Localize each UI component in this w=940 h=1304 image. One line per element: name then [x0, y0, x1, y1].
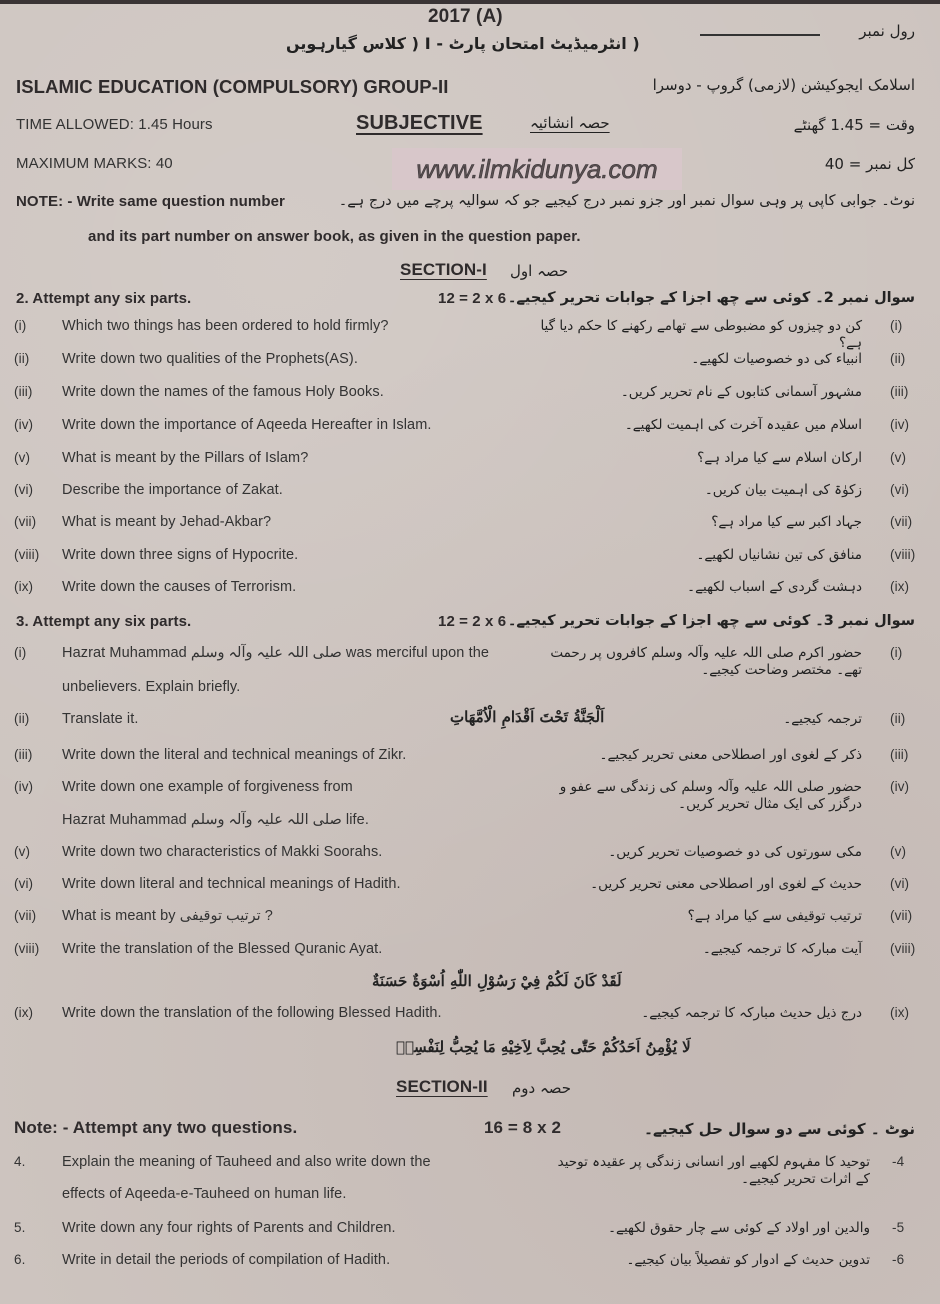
- question-text-continued: effects of Aqeeda-e-Tauheed on human life.: [62, 1186, 347, 1202]
- part-question-continued: unbelievers. Explain briefly.: [62, 679, 241, 695]
- section-2-marks: 16 = 8 x 2: [484, 1118, 562, 1137]
- part-number-urdu: (ii): [890, 351, 906, 366]
- part-question: Write down three signs of Hypocrite.: [62, 547, 299, 563]
- subject-title-urdu: اسلامک ایجوکیشن (لازمی) گروپ - دوسرا: [652, 76, 915, 94]
- part-number-urdu: (v): [890, 450, 907, 465]
- part-number-urdu: (v): [890, 844, 907, 859]
- part-number: (iii): [14, 384, 33, 399]
- part-number-urdu: (iii): [890, 747, 909, 762]
- part-number-urdu: (iv): [890, 417, 910, 432]
- part-number-urdu: (ix): [890, 579, 910, 594]
- part-number: (vi): [14, 876, 34, 891]
- section-2-title-urdu: حصہ دوم: [512, 1079, 572, 1097]
- part-question: Write down the names of the famous Holy Books.: [62, 384, 384, 400]
- part-number: (v): [14, 844, 31, 859]
- question-text: Write in detail the periods of compilation of Hadith.: [62, 1252, 391, 1268]
- question-text-urdu: تدوین حدیث کے ادوار کو تفصیلاً بیان کیجیے۔: [626, 1252, 870, 1268]
- part-question: Write down one example of forgiveness from: [62, 779, 353, 795]
- watermark: www.ilmkidunya.com: [416, 154, 658, 184]
- question-text: Explain the meaning of Tauheed and also write down the: [62, 1154, 431, 1170]
- part-number: (viii): [14, 941, 40, 956]
- question-number-urdu: -4: [892, 1154, 905, 1169]
- part-question: Describe the importance of Zakat.: [62, 482, 283, 498]
- part-number-urdu: (viii): [890, 547, 916, 562]
- part-number: (iv): [14, 417, 34, 432]
- part-number-urdu: (vii): [890, 908, 913, 923]
- section-1-title-urdu: حصہ اول: [510, 262, 569, 280]
- part-question: Write down two qualities of the Prophets(AS).: [62, 351, 358, 367]
- part-number-urdu: (vi): [890, 876, 910, 891]
- note-english: NOTE: - Write same question number: [16, 193, 285, 210]
- part-number-urdu: (iii): [890, 384, 909, 399]
- part-question-continued: Hazrat Muhammad صلی اللہ علیہ وآلہ وسلم life.: [62, 812, 369, 828]
- question-text-urdu: توحید کا مفہوم لکھیے اور انسانی زندگی پر عقیدہ توحید کے اثرات تحریر کیجیے۔: [557, 1154, 870, 1187]
- subject-title: ISLAMIC EDUCATION (COMPULSORY) GROUP-II: [16, 76, 449, 97]
- maximum-marks: MAXIMUM MARKS: 40: [16, 155, 173, 172]
- part-question: Write down the translation of the following Blessed Hadith.: [62, 1005, 442, 1021]
- part-question-urdu: دہشت گردی کے اسباب لکھیے۔: [687, 579, 862, 595]
- part-question-urdu: مشہور آسمانی کتابوں کے نام تحریر کریں۔: [620, 384, 862, 400]
- arabic-text: اَلْجَنَّةُ تَحْتَ اَقْدَامِ الْاُمَّهَاتِ: [450, 708, 605, 726]
- question-text-urdu: والدین اور اولاد کے کوئی سے چار حقوق لکھیے۔: [608, 1220, 870, 1236]
- redacted-area: [392, 148, 682, 190]
- question-number: 4.: [14, 1154, 26, 1169]
- part-number: (i): [14, 318, 27, 333]
- section-1-title: SECTION-I: [400, 260, 487, 279]
- part-number: (ii): [14, 711, 30, 726]
- part-number: (iii): [14, 747, 33, 762]
- part-number-urdu: (i): [890, 645, 903, 660]
- section-2-note: Note: - Attempt any two questions.: [14, 1118, 298, 1137]
- part-question: What is meant by the Pillars of Islam?: [62, 450, 309, 466]
- question-text: Write down any four rights of Parents and Children.: [62, 1220, 396, 1236]
- part-question: Write down literal and technical meanings of Hadith.: [62, 876, 401, 892]
- part-number: (iv): [14, 779, 34, 794]
- note-urdu: نوٹ۔ جوابی کاپی پر وہی سوال نمبر اور جزو نمبر درج کیجیے جو کہ سوالیہ پرچے میں درج ہے۔: [338, 193, 915, 209]
- part-number: (v): [14, 450, 31, 465]
- subjective-urdu: حصہ انشائیہ: [530, 114, 610, 132]
- q-heading: 2. Attempt any six parts.: [16, 290, 192, 307]
- subjective-label: SUBJECTIVE: [356, 112, 483, 134]
- part-number: (vii): [14, 908, 37, 923]
- part-number-urdu: (ix): [890, 1005, 910, 1020]
- q-heading: 3. Attempt any six parts.: [16, 613, 192, 630]
- page-top-border: [0, 0, 940, 4]
- part-question-urdu: ترتیب توقیفی سے کیا مراد ہے؟: [687, 908, 862, 924]
- time-urdu: وقت = 1.45 گھنٹے: [793, 116, 915, 134]
- q-marks: 12 = 2 x 6: [438, 613, 507, 630]
- roll-number-label: رول نمبر: [859, 22, 915, 40]
- question-number-urdu: -5: [892, 1220, 905, 1235]
- part-question-urdu: مکی سورتوں کی دو خصوصیات تحریر کریں۔: [608, 844, 862, 860]
- part-question-urdu: ارکان اسلام سے کیا مراد ہے؟: [697, 450, 862, 466]
- part-question-urdu: انبیاء کی دو خصوصیات لکھیے۔: [691, 351, 862, 367]
- section-2-note-urdu: نوٹ ۔ کوئی سے دو سوال حل کیجیے۔: [644, 1120, 915, 1138]
- part-question-urdu: زکوٰۃ کی اہمیت بیان کریں۔: [704, 482, 862, 498]
- note-english-continued: and its part number on answer book, as given in the question paper.: [88, 228, 581, 245]
- marks-urdu: کل نمبر = 40: [824, 155, 915, 173]
- part-question-urdu: حضور اکرم صلی اللہ علیہ وآلہ وسلم کافروں پر رحمت تھے۔ مختصر وضاحت کیجیے۔: [550, 645, 862, 678]
- part-question: Write the translation of the Blessed Quranic Ayat.: [62, 941, 383, 957]
- part-question: What is meant by Jehad-Akbar?: [62, 514, 272, 530]
- part-question-urdu: منافق کی تین نشانیاں لکھیے۔: [696, 547, 862, 563]
- section-2-title: SECTION-II: [396, 1077, 488, 1096]
- part-number: (ii): [14, 351, 30, 366]
- part-number-urdu: (iv): [890, 779, 910, 794]
- part-question: Write down the causes of Terrorism.: [62, 579, 297, 595]
- q-marks: 12 = 2 x 6: [438, 290, 507, 307]
- time-allowed: TIME ALLOWED: 1.45 Hours: [16, 116, 213, 133]
- exam-year: 2017 (A): [428, 6, 503, 27]
- part-question-urdu: حدیث کے لغوی اور اصطلاحی معنی تحریر کریں۔: [590, 876, 862, 892]
- part-number: (viii): [14, 547, 40, 562]
- question-number-urdu: -6: [892, 1252, 905, 1267]
- question-number: 5.: [14, 1220, 26, 1235]
- part-question-urdu: درج ذیل حدیث مبارکہ کا ترجمہ کیجیے۔: [641, 1005, 862, 1021]
- arabic-text: لَا يُؤْمِنُ اَحَدُكُمْ حَتّٰى يُحِبَّ لِاَخِيْهِ مَا يُحِبُّ لِنَفْسِهٖ: [396, 1038, 691, 1056]
- part-number: (i): [14, 645, 27, 660]
- part-question: Write down the importance of Aqeeda Hereafter in Islam.: [62, 417, 432, 433]
- roll-number-blank: [700, 34, 820, 36]
- part-number-urdu: (viii): [890, 941, 916, 956]
- part-number: (vii): [14, 514, 37, 529]
- q-heading-urdu: سوال نمبر 2۔ کوئی سے چھ اجزا کے جوابات تحریر کیجیے۔: [507, 290, 915, 306]
- part-number: (ix): [14, 1005, 34, 1020]
- part-number-urdu: (i): [890, 318, 903, 333]
- part-question-urdu: ترجمہ کیجیے۔: [783, 711, 862, 727]
- part-question: Translate it.: [62, 711, 139, 727]
- question-number: 6.: [14, 1252, 26, 1267]
- part-number-urdu: (vi): [890, 482, 910, 497]
- part-number: (vi): [14, 482, 34, 497]
- part-question-urdu: جہاد اکبر سے کیا مراد ہے؟: [711, 514, 862, 530]
- part-question-urdu: حضور صلی اللہ علیہ وآلہ وسلم کی زندگی سے عفو و درگزر کی ایک مثال تحریر کریں۔: [559, 779, 862, 812]
- part-question-urdu: ذکر کے لغوی اور اصطلاحی معنی تحریر کیجیے۔: [599, 747, 862, 763]
- part-question: Write down two characteristics of Makki Soorahs.: [62, 844, 383, 860]
- part-number-urdu: (vii): [890, 514, 913, 529]
- part-question: Write down the literal and technical meanings of Zikr.: [62, 747, 407, 763]
- part-question-urdu: اسلام میں عقیدہ آخرت کی اہمیت لکھیے۔: [624, 417, 862, 433]
- part-number-urdu: (ii): [890, 711, 906, 726]
- part-number: (ix): [14, 579, 34, 594]
- part-question: Which two things has been ordered to hold firmly?: [62, 318, 389, 334]
- part-question-urdu: آیت مبارکہ کا ترجمہ کیجیے۔: [702, 941, 862, 957]
- part-question-urdu: کن دو چیزوں کو مضبوطی سے تھامے رکھنے کا حکم دیا گیا ہے؟: [540, 318, 862, 351]
- arabic-text: لَقَدْ كَانَ لَكُمْ فِيْ رَسُوْلِ اللّٰهِ اُسْوَةٌ حَسَنَةٌ: [372, 972, 622, 990]
- part-question: Hazrat Muhammad صلی اللہ علیہ وآلہ وسلم was merciful upon the: [62, 645, 490, 661]
- class-title-urdu: ( انٹرمیڈیٹ امتحان پارٹ - I ( کلاس گیارہویں: [286, 34, 640, 53]
- q-heading-urdu: سوال نمبر 3۔ کوئی سے چھ اجزا کے جوابات تحریر کیجیے۔: [507, 613, 915, 629]
- part-question: What is meant by ترتیب توقیفی ?: [62, 908, 273, 924]
